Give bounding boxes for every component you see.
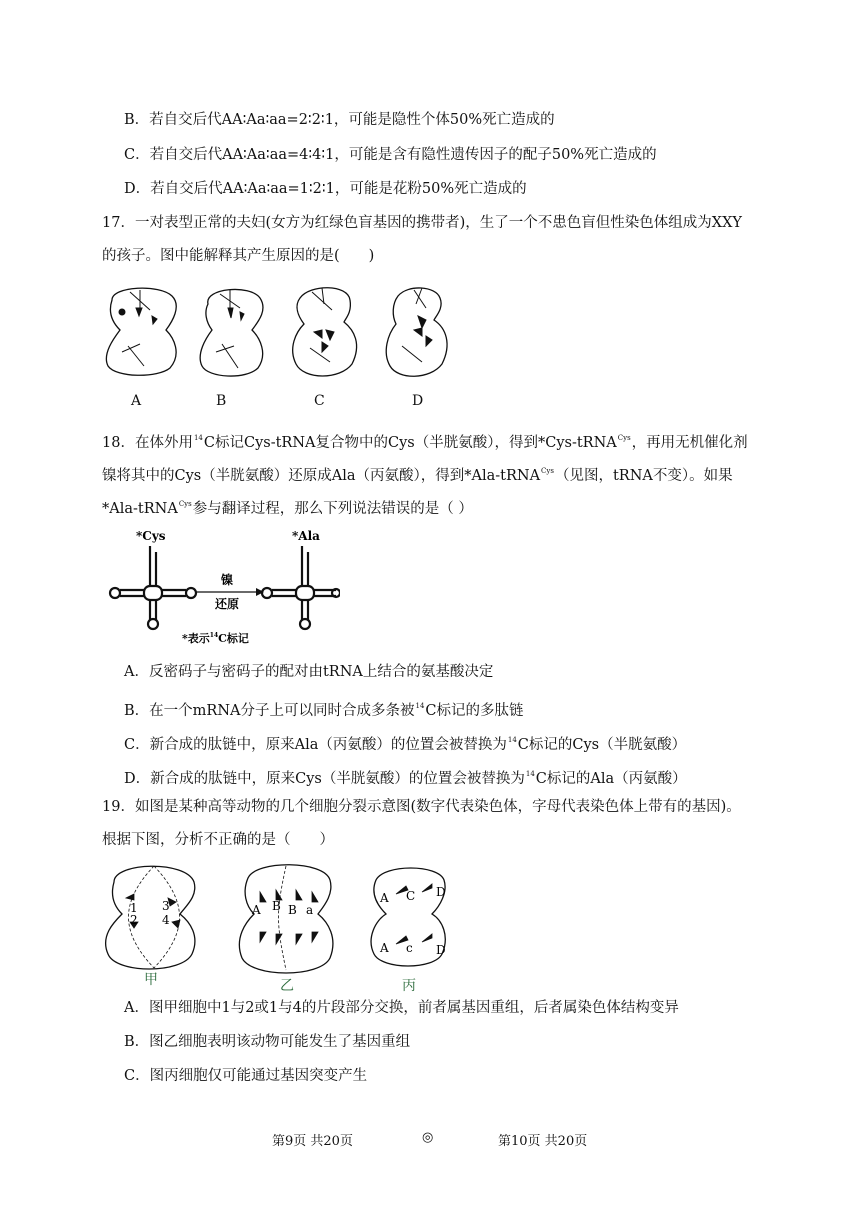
q18-fig-label-ala: *Ala xyxy=(292,529,320,543)
jia-number-3: 3 xyxy=(162,899,170,913)
q19-label-bing: 丙 xyxy=(402,978,416,992)
trna-left-icon xyxy=(110,546,196,629)
q18-option-a: A．反密码子与密码子的配对由tRNA上结合的氨基酸决定 xyxy=(124,664,494,680)
q17-label-b: B xyxy=(216,393,227,409)
q19-option-b: B．图乙细胞表明该动物可能发生了基因重组 xyxy=(124,1034,411,1050)
q17-label-c: C xyxy=(314,393,325,409)
q19-stem-line1: 19．如图是某种高等动物的几个细胞分裂示意图(数字代表染色体，字母代表染色体上带有的基因)。 xyxy=(102,799,741,815)
q19-label-yi: 乙 xyxy=(280,978,294,992)
q17-cell-figure xyxy=(100,282,470,382)
q18-fig-label-cys: *Cys xyxy=(136,529,166,543)
q18-option-b: B．在一个mRNA分子上可以同时合成多条被$^{14}$C标记的多肽链 xyxy=(124,702,524,719)
q17-stem-line1: 17．一对表型正常的夫妇(女方为红绿色盲基因的携带者)，生了一个不患色盲但性染色体组成为XXY xyxy=(102,215,742,231)
footer-page-left: 第9页 共20页 xyxy=(272,1134,353,1149)
q19-cell-figure xyxy=(100,862,460,992)
jia-number-4: 4 xyxy=(162,913,170,927)
bing-gene-top-3: D xyxy=(436,885,446,899)
q18-option-d: D．新合成的肽链中，原来Cys（半胱氨酸）的位置会被替换为$^{14}$C标记的Ala（丙氨酸） xyxy=(124,770,687,787)
yi-gene-1: A xyxy=(252,903,261,917)
q16-option-c: C．若自交后代AA∶Aa∶aa=4∶4∶1，可能是含有隐性遗传因子的配子50%死亡造成的 xyxy=(124,147,657,163)
q18-stem-line3: *Ala-tRNA$^{Cys}$参与翻译过程，那么下列说法错误的是（ ） xyxy=(102,500,473,517)
jia-number-2: 2 xyxy=(130,913,138,927)
q18-trna-figure xyxy=(100,528,340,646)
yi-gene-4: a xyxy=(306,903,314,917)
bing-gene-top-1: A xyxy=(380,891,389,905)
q16-option-b: B．若自交后代AA∶Aa∶aa=2∶2∶1，可能是隐性个体50%死亡造成的 xyxy=(124,112,555,128)
q17-stem-line2: 的孩子。图中能解释其产生原因的是( ) xyxy=(102,248,375,264)
q18-option-c: C．新合成的肽链中，原来Ala（丙氨酸）的位置会被替换为$^{14}$C标记的Cys（半胱氨酸） xyxy=(124,736,687,753)
trna-right-icon xyxy=(262,546,340,629)
q19-label-jia: 甲 xyxy=(144,972,158,988)
q19-option-c: C．图丙细胞仅可能通过基因突变产生 xyxy=(124,1068,368,1084)
q19-option-a: A．图甲细胞中1与2或1与4的片段部分交换，前者属基因重组，后者属染色体结构变异 xyxy=(124,1000,679,1016)
footer-separator: ◎ xyxy=(422,1130,434,1145)
q18-stem-line2: 镍将其中的Cys（半胱氨酸）还原成Ala（丙氨酸），得到*Ala-tRNA$^{Cys}$（见图，tRNA不变）。如果 xyxy=(102,467,733,484)
bing-gene-bottom-3: D xyxy=(436,943,446,957)
q17-label-a: A xyxy=(131,393,142,409)
q18-stem-line1: 18．在体外用$^{14}$C标记Cys-tRNA复合物中的Cys（半胱氨酸），得到*Cys-tRNA$^{Cys}$，再用无机催化剂 xyxy=(102,434,748,451)
yi-gene-3: B xyxy=(288,903,297,917)
jia-number-1: 1 xyxy=(130,901,138,915)
q16-option-d: D．若自交后代AA∶Aa∶aa=1∶2∶1，可能是花粉50%死亡造成的 xyxy=(124,181,527,197)
q17-label-d: D xyxy=(412,393,424,409)
q18-fig-note: *表示$^{14}$C标记 xyxy=(182,632,249,645)
yi-gene-2: B xyxy=(272,899,281,913)
footer-page-right: 第10页 共20页 xyxy=(498,1134,588,1149)
bing-gene-bottom-2: c xyxy=(406,941,413,955)
q19-stem-line2: 根据下图，分析不正确的是（ ） xyxy=(102,832,334,848)
q18-fig-arrow-bottom: 还原 xyxy=(215,597,240,611)
bing-gene-bottom-1: A xyxy=(380,941,389,955)
q18-fig-arrow-top: 镍 xyxy=(221,573,234,587)
bing-gene-top-2: C xyxy=(406,889,416,903)
